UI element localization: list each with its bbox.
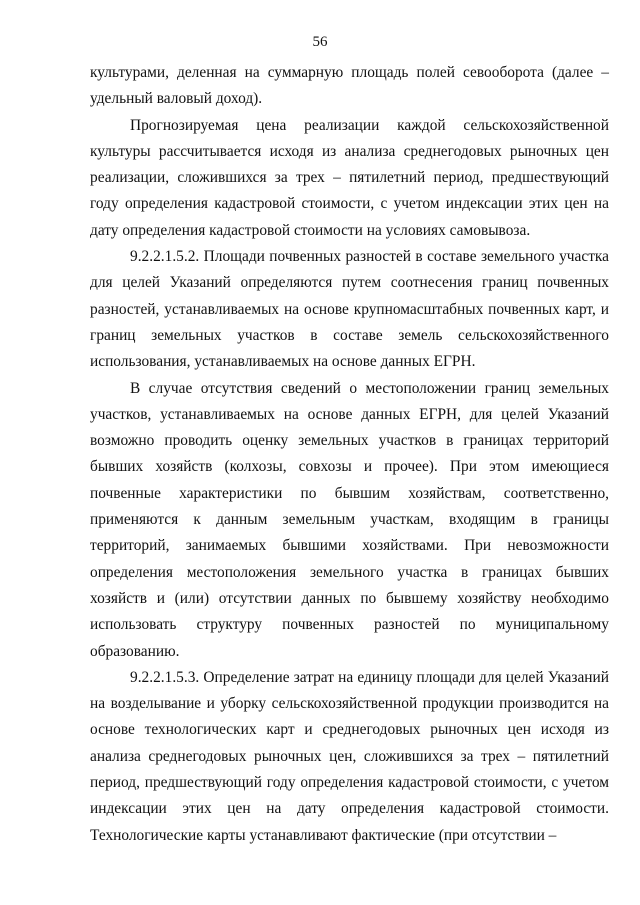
page-number: 56 — [312, 34, 328, 50]
paragraph-absence-of-data: В случае отсутствия сведений о местоположении границ земельных участков, устанавливаемых на основе данных ЕГРН, для целей Указаний возможно проводить оценку земельных участков в границах территорий бывших хозяйств (колхозы, совхозы и прочее). При этом имеющиеся почвенные характеристики по бывшим хозяйствам, соответственно, применяются к данным земельным участкам, входящим в границы территорий, занимаемых бывшими хозяйствами. При невозможности определения местоположения земельного участка в границах бывших хозяйств и (или) отсутствии данных по бывшему хозяйству необходимо использовать структуру почвенных разностей по муниципальному образованию. — [90, 379, 609, 660]
paragraph-9-2-2-1-5-3: 9.2.2.1.5.3. Определение затрат на единицу площади для целей Указаний на возделывание и уборку сельскохозяйственной продукции производится на основе технологических карт и среднегодовых рыночных цен исходя из анализа среднегодовых рыночных цен, сложившихся за трех – пятилетний период, предшествующий году определения кадастровой стоимости, с учетом индексации этих цен на дату определения кадастровой стоимости. Технологические карты устанавливают фактические (при отсутствии – — [90, 668, 609, 844]
body-text — [90, 60, 609, 849]
paragraph-forecast-price: Прогнозируемая цена реализации каждой сельскохозяйственной культуры рассчитывается исходя из анализа среднегодовых рыночных цен реализации, сложившихся за трех – пятилетний период, предшествующий году определения кадастровой стоимости, с учетом индексации этих цен на дату определения кадастровой стоимости на условиях самовывоза. — [90, 116, 609, 239]
paragraph-continuation: культурами, деленная на суммарную площадь полей севооборота (далее – удельный валовый доход). — [90, 64, 609, 108]
paragraph-9-2-2-1-5-2: 9.2.2.1.5.2. Площади почвенных разностей в составе земельного участка для целей Указаний определяются путем соотнесения границ почвенных разностей, устанавливаемых на основе крупномасштабных почвенных карт, и границ земельных участков в составе земель сельскохозяйственного использования, устанавливаемых на основе данных ЕГРН. — [90, 248, 609, 371]
